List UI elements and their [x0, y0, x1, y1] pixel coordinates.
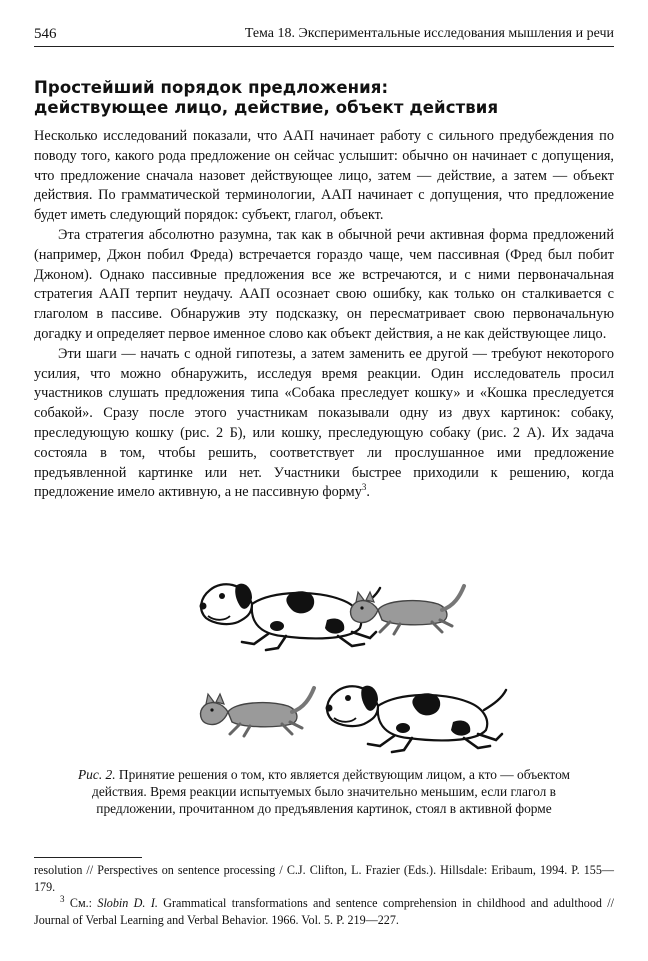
section-title-line1: Простейший порядок предложения: [34, 78, 389, 97]
paragraph-3-text: Эти шаги — начать с одной гипотезы, а затем заменить ее другой — требуют некоторого усилия, что можно обнаружить, исследуя время реакции. Один исследователь просил участников слушать предложения типа «Собака преследует кошку» и «Кошка преследуется собакой». Сразу после этого участникам показывали одну из двух картинок: собаку, преследующую кошку (рис. 2 Б), или кошку, преследующую собаку (рис. 2 А). Их задача состояла в том, чтобы решить, соответствует ли прослушанное ими предложение предъявленной картинке или нет. Участники быстрее приходили к решению, когда предложение имело активную, а не пассивную форму [34, 345, 614, 501]
page-header [34, 22, 614, 48]
header-rule [34, 46, 614, 47]
dog-chasing-cat-illustration [200, 584, 465, 650]
section-title [34, 78, 614, 118]
paragraph-3: Эти шаги — начать с одной гипотезы, а затем заменить ее другой — требуют некоторого усилия, что можно обнаружить, исследуя время реакции. Один исследователь просил участников слушать предложения типа «Собака преследует кошку» и «Кошка преследуется собакой». Сразу после этого участникам показывали одну из двух картинок: собаку, преследующую кошку (рис. 2 Б), или кошку, преследующую собаку (рис. 2 А). Их задача состояла в том, чтобы решить, соответствует ли прослушанное ими предложение предъявленной картинке или нет. Участники быстрее приходили к решению, когда предложение имело активную, а не пассивную форму$^3$. [34, 345, 614, 501]
figure-caption [60, 766, 588, 817]
footnotes [34, 862, 614, 928]
figure-caption-text: Принятие решения о том, кто является действующим лицом, а кто — объектом действия. Время реакции испытуемых было значительно меньшим, если глагол в предложении, прочитанном до предъявления картинок, стоял в активной форме [92, 767, 570, 816]
figure-illustration [0, 582, 648, 762]
footnote-3-text: Grammatical transformations and sentence comprehension in childhood and adulthood // Journal of Verbal Learning and Verbal Behavior. 1966. Vol. 5. P. 219—227. [34, 896, 615, 927]
figure-2 [0, 582, 648, 762]
footnote-3-prefix: См.: [69, 896, 92, 910]
footnote-rule [34, 857, 142, 858]
section-title-line2: действующее лицо, действие, объект действия [34, 98, 499, 117]
cat-chasing-dog-illustration [201, 686, 506, 752]
footnote-3 [34, 895, 614, 928]
page-number: 546 [34, 26, 57, 42]
footnote-continuation: resolution // Perspectives on sentence processing / C.J. Clifton, L. Frazier (Eds.). Hillsdale: Eribaum, 1994. P. 155—179. [34, 863, 614, 894]
running-title: Тема 18. Экспериментальные исследования мышления и речи [244, 26, 614, 41]
footnote-3-number: 3 [60, 893, 65, 904]
paragraph-2: Эта стратегия абсолютно разумна, так как в обычной речи активная форма предложений (например, Джон побил Фреда) встречается гораздо чаще, чем пассивная (Фред был побит Джоном). Однако пассивные предложения все же встречаются, и с ними первоначальная стратегия ААП терпит неудачу. ААП осознает свою ошибку, как только он сталкивается с глаголом в пассиве. Обнаружив эту подсказку, он пересматривает свою первоначальную догадку и определяет первое именное слово как объект действия, а не как действующее лицо. [34, 226, 614, 342]
footnote-ref-3: 3 [361, 482, 367, 493]
footnote-3-author: Slobin D. I. [97, 896, 158, 910]
paragraph-1: Несколько исследований показали, что ААП начинает работу с сильного предубеждения по поводу того, какого рода предложение он сейчас услышит: обычно он начинает с допущения, что предложение сначала назовет действующее лицо, затем — действие, а затем — объект действия. По грамматической терминологии, ААП начинает с допущения, что предложение будет иметь следующий порядок: субъект, глагол, объект. [34, 128, 614, 224]
body-text [34, 127, 614, 503]
figure-caption-label: Рис. 2. [78, 767, 116, 782]
